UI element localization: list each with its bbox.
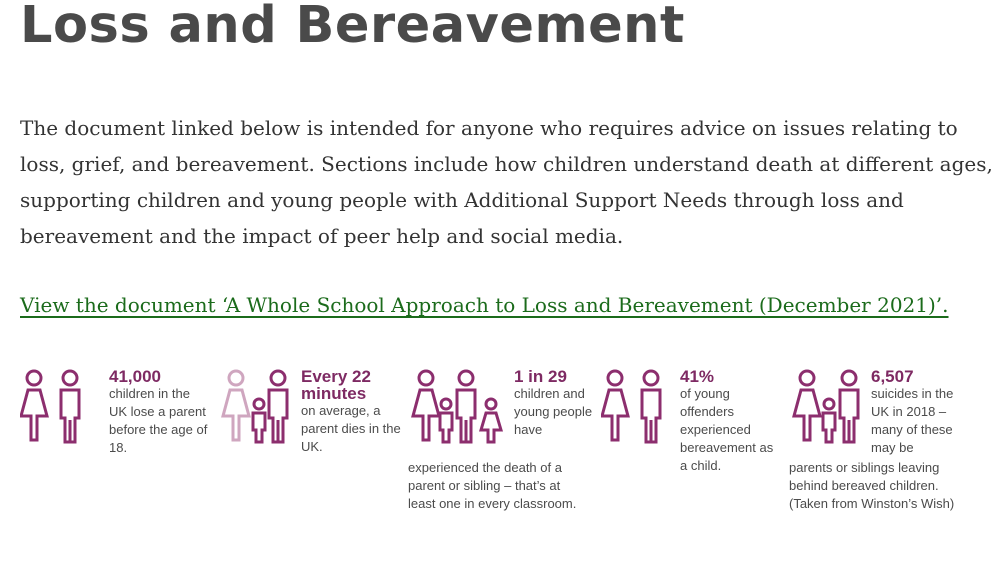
stat-text [680, 368, 780, 475]
family-icon [789, 368, 869, 448]
stat-description: children and young people have [514, 386, 593, 437]
stat-headline: Every 22 minutes [301, 367, 371, 403]
family-faded-icon [218, 368, 298, 448]
stat-text [514, 368, 604, 439]
stat-text [109, 368, 209, 457]
intro-paragraph: The document linked below is intended for anyone who requires advice on issues relating to loss, grief, and bereavement. Sections include how children understand death at different ages, supporting children and young people with Additional Support Needs through loss and bereavement and the impact of peer help and social media. [20, 116, 993, 248]
stat-headline: 41,000 [109, 367, 161, 386]
stat-description: suicides in the UK in 2018 – many of these may be [871, 386, 954, 455]
stat-description: of young offenders experienced bereavement as a child. [680, 386, 774, 473]
stat-description-continued: experienced the death of a parent or sibling – that’s at least one in every classroom. [408, 460, 577, 511]
stat-text [301, 368, 401, 456]
page-title: Loss and Bereavement [20, 0, 685, 55]
stat-description: on average, a parent dies in the UK. [301, 403, 401, 454]
stat-headline: 1 in 29 [514, 367, 567, 386]
two-people-icon [20, 368, 90, 448]
stat-headline: 6,507 [871, 367, 914, 386]
two-people-icon [601, 368, 671, 448]
stat-text [871, 368, 971, 457]
stat-headline: 41% [680, 367, 715, 386]
stat-description: children in the UK lose a parent before the age of 18. [109, 386, 208, 455]
bereavement-infographic [20, 360, 980, 545]
family-icon [408, 368, 508, 448]
document-link[interactable]: View the document ‘A Whole School Approach to Loss and Bereavement (December 2021)’. [20, 293, 949, 317]
stat-description-continued: parents or siblings leaving behind bereaved children. (Taken from Winston’s Wish) [789, 460, 955, 511]
